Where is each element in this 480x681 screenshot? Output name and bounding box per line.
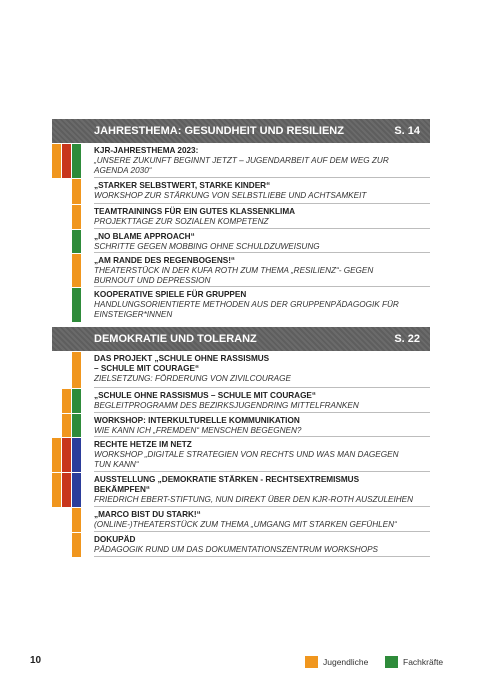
- entry-title: RECHTE HETZE IM NETZ: [94, 440, 192, 449]
- legend-item-fachkraefte: [385, 656, 455, 668]
- list-item: [52, 144, 430, 178]
- section-page-ref: S. 14: [394, 125, 420, 137]
- list-item: [52, 414, 430, 437]
- audience-marker: [62, 473, 71, 507]
- entry-subtitle: FRIEDRICH EBERT-STIFTUNG, NUN DIREKT ÜBER DEN KJR-ROTH AUSZULEIHEN: [94, 495, 414, 504]
- audience-marker: [72, 230, 81, 253]
- entry-subtitle: PÄDAGOGIK RUND UM DAS DOKUMENTATIONSZENTRUM WORKSHOPS: [94, 545, 378, 554]
- list-item: [52, 438, 430, 472]
- audience-marker: [72, 438, 81, 472]
- audience-bars: [52, 438, 92, 472]
- entry-subtitle: WORKSHOP ZUR STÄRKUNG VON SELBSTLIEBE UND ACHTSAMKEIT: [94, 191, 367, 200]
- audience-marker: [62, 389, 71, 413]
- audience-bars: [52, 205, 92, 229]
- entry-subtitle: WIE KANN ICH „FREMDEN“ MENSCHEN BEGEGNEN?: [94, 426, 302, 435]
- audience-marker: [52, 144, 61, 178]
- entry-subtitle: BEGLEITPROGRAMM DES BEZIRKSJUGENDRING MITTELFRANKEN: [94, 401, 359, 410]
- audience-bars: [52, 508, 92, 532]
- entry-title: „NO BLAME APPROACH“: [94, 232, 195, 241]
- divider: [94, 286, 430, 287]
- list-item: [52, 179, 430, 204]
- list-item: [52, 205, 430, 229]
- divider: [94, 556, 430, 557]
- audience-marker: [52, 473, 61, 507]
- entry-subtitle: SCHRITTE GEGEN MOBBING OHNE SCHULDZUWEISUNG: [94, 242, 320, 251]
- audience-marker: [72, 288, 81, 322]
- audience-marker: [72, 179, 81, 204]
- divider: [94, 203, 430, 204]
- audience-marker: [72, 144, 81, 178]
- entry-title: „STARKER SELBSTWERT, STARKE KINDER“: [94, 181, 271, 190]
- page-number: 10: [30, 655, 42, 666]
- divider: [94, 228, 430, 229]
- entry-subtitle: „UNSERE ZUKUNFT BEGINNT JETZT – JUGENDARBEIT AUF DEM WEG ZUR AGENDA 2030“: [94, 156, 389, 175]
- audience-marker: [62, 144, 71, 178]
- section-header-jahresthema: [52, 119, 430, 143]
- audience-marker: [72, 205, 81, 229]
- list-item: [52, 254, 430, 287]
- audience-bars: [52, 254, 92, 287]
- list-item: [52, 288, 430, 322]
- legend-item-jugendliche: [305, 656, 385, 668]
- entry-subtitle: WORKSHOP „DIGITALE STRATEGIEN VON RECHTS UND WAS MAN DAGEGEN TUN KANN“: [94, 450, 399, 469]
- entry-subtitle: PROJEKTTAGE ZUR SOZIALEN KOMPETENZ: [94, 217, 269, 226]
- audience-bars: [52, 389, 92, 413]
- section-title: JAHRESTHEMA: GESUNDHEIT UND RESILIENZ: [94, 125, 344, 137]
- legend-swatch: [385, 656, 398, 668]
- audience-marker: [72, 352, 81, 388]
- audience-bars: [52, 533, 92, 557]
- entry-subtitle: ZIELSETZUNG: FÖRDERUNG VON ZIVILCOURAGE: [94, 374, 291, 383]
- entry-title: AUSSTELLUNG „DEMOKRATIE STÄRKEN - RECHTSEXTREMISMUS BEKÄMPFEN“: [94, 475, 360, 494]
- audience-marker: [72, 508, 81, 532]
- entry-title: KOOPERATIVE SPIELE FÜR GRUPPEN: [94, 290, 247, 299]
- entry-title: WORKSHOP: INTERKULTURELLE KOMMUNIKATION: [94, 416, 300, 425]
- list-item: [52, 533, 430, 557]
- audience-marker: [72, 254, 81, 287]
- legend-swatch: [305, 656, 318, 668]
- audience-bars: [52, 414, 92, 437]
- list-item: [52, 508, 430, 532]
- divider: [94, 387, 430, 388]
- section-header-demokratie: [52, 327, 430, 351]
- entry-title: KJR-JAHRESTHEMA 2023:: [94, 146, 199, 155]
- list-item: [52, 352, 430, 388]
- audience-marker: [52, 438, 61, 472]
- audience-bars: [52, 230, 92, 253]
- audience-bars: [52, 144, 92, 178]
- audience-bars: [52, 288, 92, 322]
- entry-title: TEAMTRAININGS FÜR EIN GUTES KLASSENKLIMA: [94, 207, 296, 216]
- audience-marker: [72, 533, 81, 557]
- audience-bars: [52, 352, 92, 388]
- divider: [94, 412, 430, 413]
- list-item: [52, 230, 430, 253]
- entry-title: „SCHULE OHNE RASSISMUS – SCHULE MIT COURAGE“: [94, 391, 316, 400]
- section-title: DEMOKRATIE UND TOLERANZ: [94, 333, 257, 345]
- legend-label: Jugendliche: [323, 657, 369, 667]
- entry-title: DOKUPÄD: [94, 535, 136, 544]
- entry-subtitle: (ONLINE-)THEATERSTÜCK ZUM THEMA „UMGANG MIT STARKEN GEFÜHLEN“: [94, 520, 397, 529]
- audience-marker: [72, 473, 81, 507]
- entry-title: „MARCO BIST DU STARK!“: [94, 510, 201, 519]
- divider: [94, 531, 430, 532]
- entry-title: „AM RANDE DES REGENBOGENS!“: [94, 256, 236, 265]
- entry-subtitle: THEATERSTÜCK IN DER KUFA ROTH ZUM THEMA „RESILIENZ“- GEGEN BURNOUT UND DEPRESSION: [94, 266, 374, 285]
- audience-bars: [52, 473, 92, 507]
- list-item: [52, 473, 430, 507]
- audience-marker: [72, 414, 81, 437]
- divider: [94, 471, 430, 472]
- entry-subtitle: HANDLUNGSORIENTIERTE METHODEN AUS DER GRUPPENPÄDAGOGIK FÜR EINSTEIGER*INNEN: [94, 300, 399, 319]
- divider: [94, 177, 430, 178]
- audience-marker: [62, 414, 71, 437]
- audience-marker: [62, 438, 71, 472]
- entry-title: DAS PROJEKT „SCHULE OHNE RASSISMUS – SCHULE MIT COURAGE“: [94, 354, 270, 373]
- section-page-ref: S. 22: [394, 333, 420, 345]
- legend-label: Fachkräfte: [403, 657, 444, 667]
- audience-marker: [72, 389, 81, 413]
- divider: [94, 252, 430, 253]
- list-item: [52, 389, 430, 413]
- divider: [94, 436, 430, 437]
- divider: [94, 506, 430, 507]
- audience-bars: [52, 179, 92, 204]
